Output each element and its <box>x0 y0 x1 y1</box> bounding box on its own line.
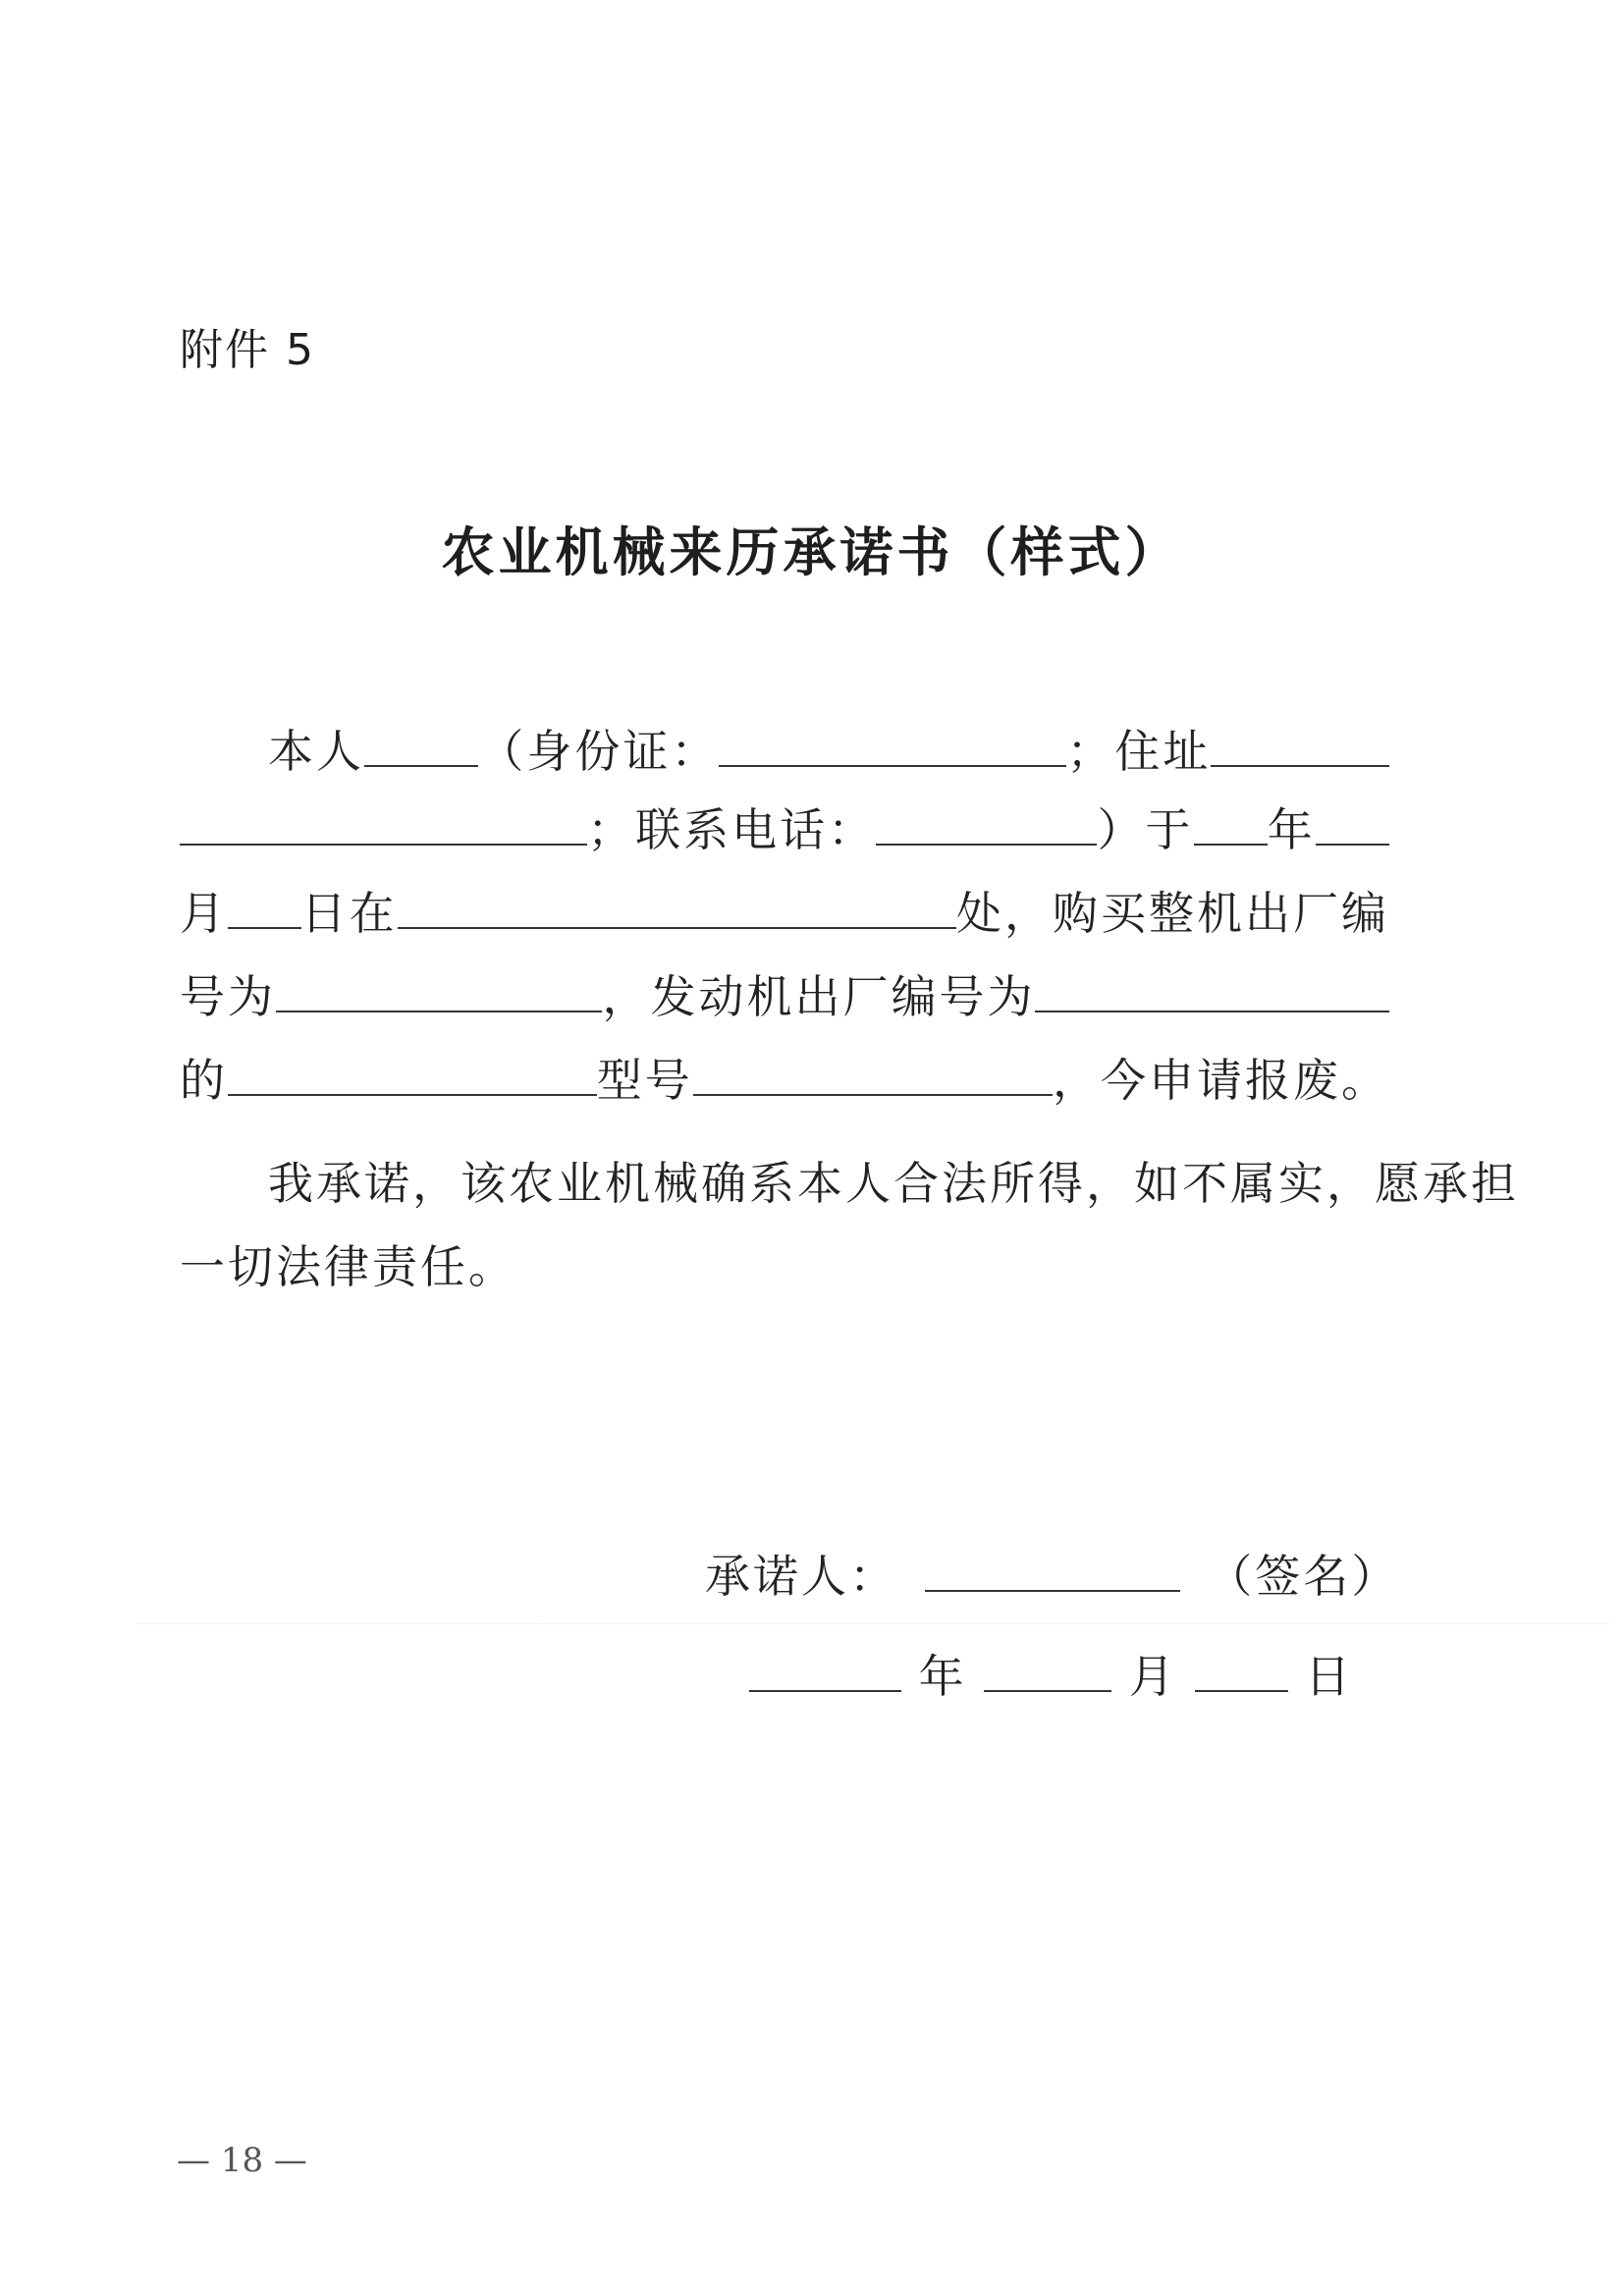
sign-month-label: 月 <box>1128 1650 1177 1703</box>
text-id-card: （身份证： <box>478 725 720 778</box>
sign-note: （签名） <box>1207 1550 1400 1603</box>
attachment-label: 附件 5 <box>180 325 315 375</box>
body-line-2 <box>180 800 1389 859</box>
text-model: 型号 <box>596 1054 693 1107</box>
sign-month-blank[interactable] <box>984 1647 1111 1692</box>
promise-text-1: 我承诺，该农业机械确系本人合法所得，如不属实，愿承担 <box>268 1157 1519 1210</box>
text-address: ；住址 <box>1066 725 1212 778</box>
machine-number-blank[interactable] <box>276 967 602 1012</box>
text-ben-ren: 本人 <box>268 725 364 778</box>
month-blank-1[interactable] <box>1316 800 1389 846</box>
text-on: ）于 <box>1097 803 1194 856</box>
text-number-is: 号为 <box>180 970 276 1023</box>
page-number: — 18 — <box>177 2141 307 2180</box>
day-blank[interactable] <box>228 884 301 929</box>
document-title: 农业机械来历承诺书（样式） <box>441 521 1182 583</box>
sign-day-blank[interactable] <box>1195 1647 1288 1692</box>
address-blank-1[interactable] <box>1211 722 1389 767</box>
text-purchase: 处，购买整机出厂编 <box>956 887 1389 940</box>
model-blank[interactable] <box>693 1051 1053 1096</box>
text-of: 的 <box>180 1054 228 1107</box>
name-blank[interactable] <box>364 722 478 767</box>
place-blank[interactable] <box>398 884 956 929</box>
sign-day-label: 日 <box>1305 1650 1354 1703</box>
phone-blank[interactable] <box>876 800 1097 846</box>
body-line-4 <box>180 967 1389 1026</box>
text-month: 月 <box>180 887 228 940</box>
sign-year-blank[interactable] <box>749 1647 901 1692</box>
body-line-3 <box>180 884 1389 943</box>
promise-text-2: 一切法律责任。 <box>180 1240 516 1293</box>
date-line <box>749 1647 1353 1706</box>
text-phone: ；联系电话： <box>587 803 877 856</box>
scan-artifact-line <box>137 1623 1610 1625</box>
body-line-5 <box>180 1051 1389 1110</box>
signature-blank[interactable] <box>925 1547 1180 1592</box>
promisor-label: 承诺人： <box>705 1550 897 1603</box>
signature-line <box>705 1547 1399 1606</box>
id-number-blank[interactable] <box>719 722 1066 767</box>
text-apply-scrap: ，今申请报废。 <box>1053 1054 1389 1107</box>
year-blank[interactable] <box>1194 800 1268 846</box>
sign-year-label: 年 <box>918 1650 967 1703</box>
text-day-at: 日在 <box>300 887 398 940</box>
address-blank-2[interactable] <box>180 800 587 846</box>
text-engine-number: ，发动机出厂编号为 <box>602 970 1036 1023</box>
body-p2-line-2 <box>180 1237 1389 1296</box>
body-line-1 <box>268 722 1389 781</box>
text-year: 年 <box>1267 803 1316 856</box>
engine-number-blank[interactable] <box>1035 967 1389 1012</box>
machine-brand-blank[interactable] <box>228 1051 597 1096</box>
body-p2-line-1 <box>268 1154 1519 1213</box>
